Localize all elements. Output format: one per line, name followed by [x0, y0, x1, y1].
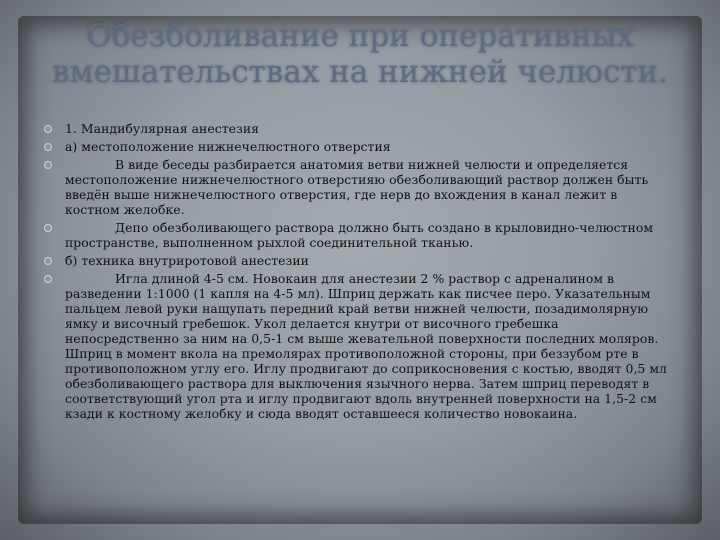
bullet-icon — [44, 224, 52, 232]
bullet-item — [44, 121, 674, 136]
bullet-icon — [44, 125, 52, 133]
bullet-list — [44, 121, 674, 424]
bullet-icon — [44, 161, 52, 169]
bullet-text: Игла длиной 4-5 см. Новокаин для анестезии 2 % раствор с адреналином в разведении 1:1000 (1 капля на 4-5 мл). Шприц держать как писчее перо. Указательным пальцем левой руки нащупать передний край ветви нижней челюсти, позадимолярную ямку и височный гребешок. Укол делается кнутри от височного гребешка непосредственно за ним на 0,5-1 см выше жевательной поверхности последних моляров. Шприц в момент вкола на премолярах противоположной стороны, при беззубом рте в противоположном углу его. Иглу продвигают до соприкосновения с костью, вводят 0,5 мл обезболивающего раствора для выключения язычного нерва. Затем шприц переводят в соответствующий угол рта и иглу продвигают вдоль внутренней поверхности на 1,5-2 см кзади к костному желобку и сюда вводят оставшееся количество новокаина. — [65, 271, 667, 421]
slide-title-line-1: Обезболивание при оперативных — [86, 18, 634, 54]
bullet-text: б) техника внутриротовой анестезии — [65, 253, 309, 268]
bullet-icon — [44, 143, 52, 151]
bullet-text: 1. Мандибулярная анестезия — [65, 121, 259, 136]
bullet-text: Депо обезболивающего раствора должно быть создано в крыловидно-челюстном пространстве, выполненном рыхлой соединительной тканью. — [65, 220, 654, 250]
bullet-icon — [44, 257, 52, 265]
bullet-text: В виде беседы разбирается анатомия ветви нижней челюсти и определяется местоположение нижнечелюстного отверстияю обезболивающий раствор должен быть введён выше нижнечелюстного отверстия, где нерв до вхождения в канал лежит в костном желобке. — [65, 157, 649, 217]
slide-title — [30, 18, 690, 90]
bullet-item — [44, 271, 674, 421]
bullet-item — [44, 139, 674, 154]
bullet-item — [44, 220, 674, 250]
bullet-item — [44, 157, 674, 217]
bullet-icon — [44, 275, 52, 283]
slide-title-line-2: вмешательствах на нижней челюсти. — [52, 54, 668, 90]
bullet-text: а) местоположение нижнечелюстного отверстия — [65, 139, 391, 154]
bullet-item — [44, 253, 674, 268]
